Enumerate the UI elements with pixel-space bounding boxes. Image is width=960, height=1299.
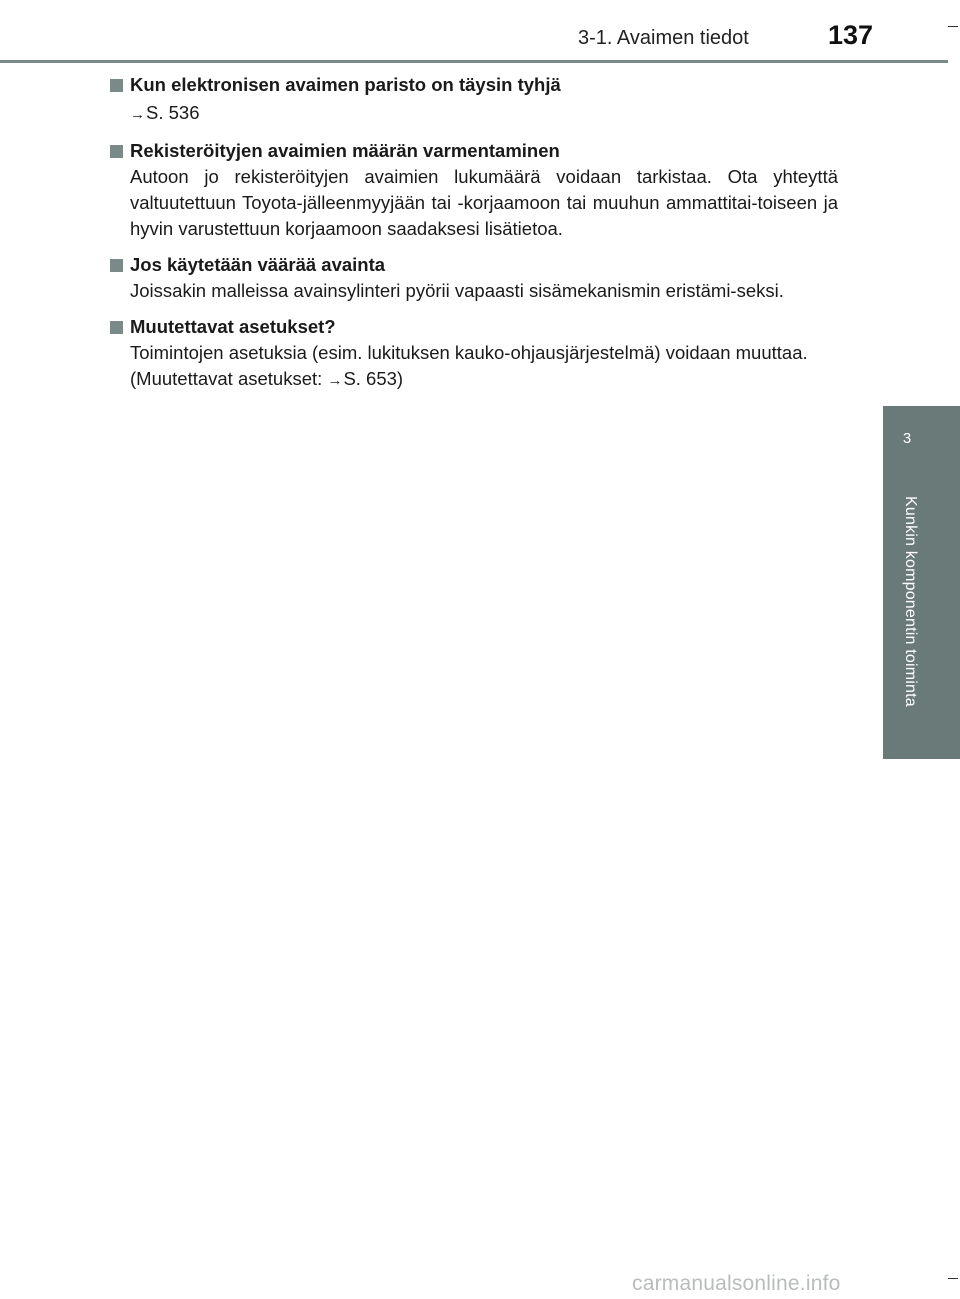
topic-registered-keys <box>110 138 838 242</box>
square-bullet-icon <box>110 145 123 158</box>
header-rule <box>0 60 948 63</box>
heading-text: Jos käytetään väärää avainta <box>130 254 386 275</box>
chapter-number: 3 <box>902 430 912 447</box>
crop-mark <box>948 1278 958 1279</box>
heading-text: Rekisteröityjen avaimien määrän varmentaminen <box>130 140 560 161</box>
topic-body: Toimintojen asetuksia (esim. lukituksen kauko-ohjausjärjestelmä) voidaan muuttaa. <box>130 342 808 363</box>
topic-battery-empty <box>110 72 838 128</box>
reference-prefix: (Muutettavat asetukset: <box>130 368 328 389</box>
arrow-right-icon: → <box>130 106 145 123</box>
topic-wrong-key <box>110 252 838 304</box>
topic-body: Autoon jo rekisteröityjen avaimien lukumäärä voidaan tarkistaa. Ota yhteyttä valtuutettuun Toyota-jälleenmyyjään tai -korjaamoon tai muuhun ammattitai-toiseen ja hyvin varustettuun korjaamoon saadaksesi lisätietoa. <box>130 166 838 239</box>
square-bullet-icon <box>110 259 123 272</box>
square-bullet-icon <box>110 321 123 334</box>
page-number: 137 <box>828 20 874 50</box>
reference-text: S. 536 <box>146 102 200 123</box>
chapter-name: Kunkin komponentin toiminta <box>902 496 919 707</box>
crop-mark <box>948 26 958 27</box>
heading-text: Muutettavat asetukset? <box>130 316 336 337</box>
watermark: carmanualsonline.info <box>632 1272 841 1295</box>
topic-heading <box>110 314 838 340</box>
topic-heading <box>110 252 838 278</box>
topic-body: Joissakin malleissa avainsylinteri pyörii vapaasti sisämekanismin eristämi-seksi. <box>130 280 784 301</box>
arrow-right-icon: → <box>327 372 343 389</box>
section-title: 3-1. Avaimen tiedot <box>578 27 749 49</box>
topic-customizable-settings <box>110 314 838 394</box>
chapter-tab <box>883 406 960 759</box>
page-reference <box>110 366 838 394</box>
topic-heading <box>110 72 838 98</box>
heading-text: Kun elektronisen avaimen paristo on täysin tyhjä <box>130 74 561 95</box>
reference-text: S. 653) <box>343 368 404 389</box>
square-bullet-icon <box>110 79 123 92</box>
topic-heading <box>110 138 838 164</box>
page-content <box>110 72 838 404</box>
page-reference <box>110 100 838 128</box>
